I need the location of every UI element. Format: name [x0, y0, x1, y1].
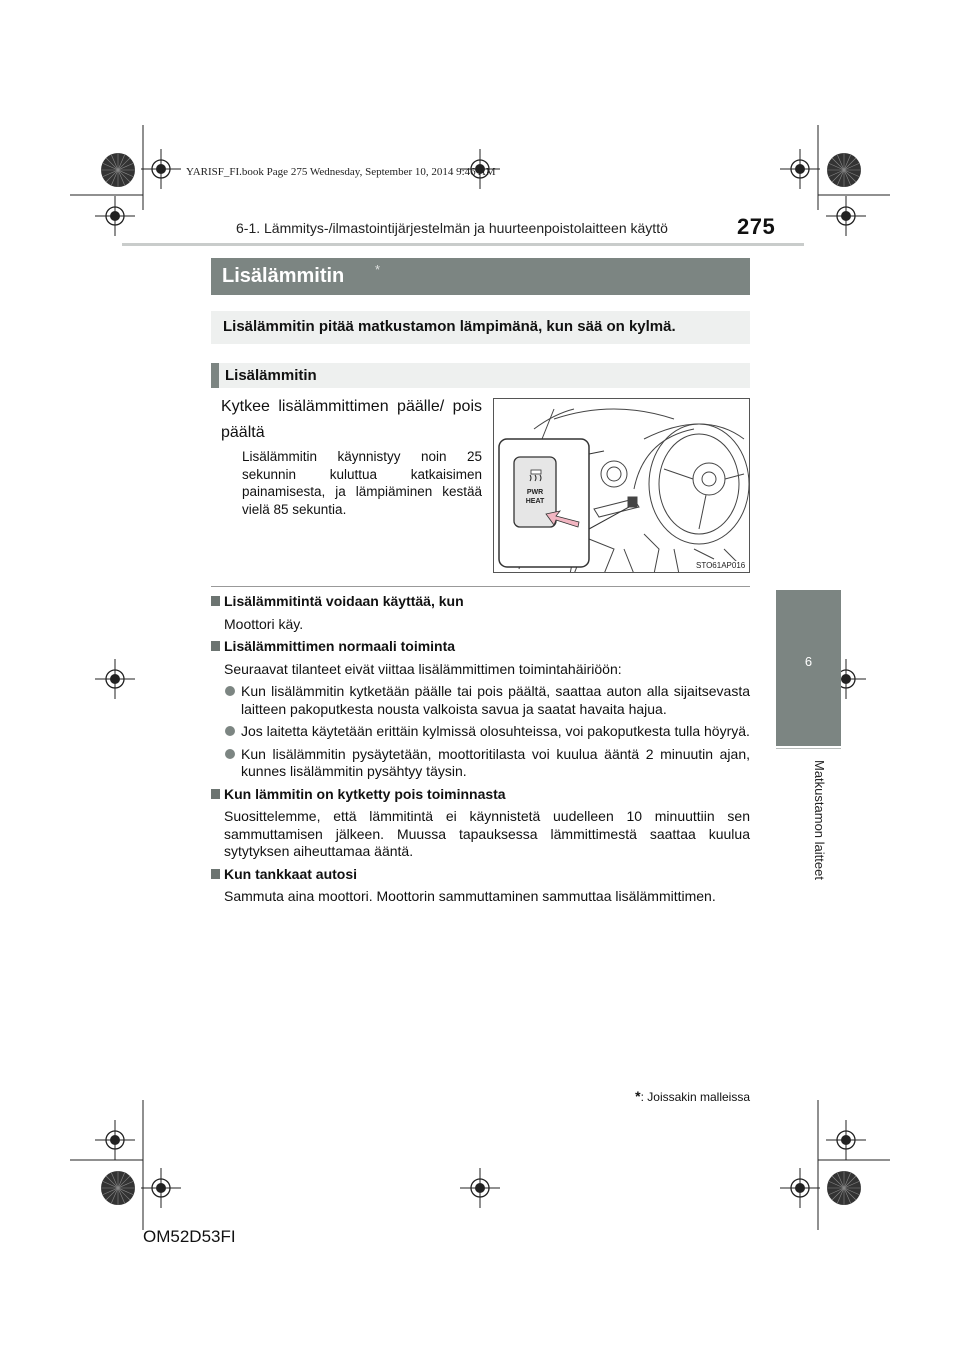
note-heading-2: Lisälämmittimen normaali toiminta [211, 638, 750, 656]
footnote-text: : Joissakin malleissa [640, 1090, 750, 1104]
registration-target-bottom-right [780, 1168, 820, 1208]
dashboard-illustration [494, 399, 750, 573]
starburst-target-top-right [826, 152, 862, 188]
page-title: Lisälämmitin [222, 265, 345, 287]
switch-label-pwr: PWR [526, 489, 544, 496]
switch-label: Kytkee lisälämmittimen päälle/ pois päältä [221, 398, 482, 441]
bullet-dot-icon [225, 726, 235, 736]
note-heading-3: Kun lämmitin on kytketty pois toiminnasta [211, 786, 750, 804]
chapter-title-vertical: Matkustamon laitteet [812, 760, 827, 880]
side-tab-rule [776, 748, 841, 749]
switch-label-heat: HEAT [525, 498, 545, 505]
bullet-text-1: Kun lisälämmitin kytketään päälle tai pois päältä, saattaa auton alla sijaitsevasta laitteen pakoputkesta nousta valkoista savua ja saatat havaita hajua. [241, 683, 750, 717]
bullet-item [211, 683, 750, 718]
registration-target-top-right [780, 149, 820, 189]
chapter-number: 6 [804, 654, 813, 669]
book-info: YARISF_FI.book Page 275 Wednesday, September 10, 2014 9:46 AM [186, 166, 496, 178]
heater-switch-figure [493, 398, 750, 573]
page-title-bar [211, 258, 750, 295]
note-text-4: Sammuta aina moottori. Moottorin sammuttaminen sammuttaa lisälämmittimen. [224, 888, 716, 904]
starburst-target-bottom-left [100, 1170, 136, 1206]
running-header: 6-1. Lämmitys-/ilmastointijärjestelmän ja huurteenpoistolaitteen käyttö [236, 220, 668, 236]
registration-target-bottom-center [460, 1168, 500, 1208]
registration-target-bottom-left [141, 1168, 181, 1208]
intro-box [211, 311, 750, 344]
section-accent [211, 363, 219, 388]
document-id: OM52D53FI [143, 1227, 236, 1246]
starburst-target-top-left [100, 152, 136, 188]
header-rule [122, 243, 804, 246]
page-number: 275 [737, 214, 776, 239]
note-heading-4: Kun tankkaat autosi [211, 866, 750, 884]
registration-target-right-lower [826, 1120, 866, 1160]
registration-target-left-middle [95, 659, 135, 699]
bullet-dot-icon [225, 686, 235, 696]
notes-area [211, 593, 750, 906]
bullet-text-3: Kun lisälämmitin pysäytetään, moottoritilasta voi kuulua ääntä 2 minuutin ajan, kunnes lisälämmitin pysähtyy täysin. [241, 745, 750, 779]
starburst-target-bottom-right [826, 1170, 862, 1206]
note-text-2: Seuraavat tilanteet eivät viittaa lisälämmittimen toimintahäiriöön: [224, 660, 622, 677]
intro-text: Lisälämmitin pitää matkustamon lämpimänä, kun sää on kylmä. [223, 318, 676, 335]
section-divider [211, 586, 750, 587]
bullet-text-2: Jos laitetta käytetään erittäin kylmissä olosuhteissa, voi pakoputkesta tulla höyryä. [241, 723, 750, 739]
registration-target-left-upper [95, 196, 135, 236]
figure-code: STO61AP016 [696, 561, 746, 570]
note-heading-1: Lisälämmitintä voidaan käyttää, kun [211, 593, 750, 611]
bullet-item [211, 723, 750, 741]
footnote [611, 1088, 750, 1104]
registration-target-right-upper [826, 196, 866, 236]
note-text-1: Moottori käy. [224, 615, 304, 632]
registration-target-top-left [141, 149, 181, 189]
footnote-asterisk: * [635, 1088, 641, 1104]
note-text-3: Suosittelemme, että lämmitintä ei käynnistetä uudelleen 10 minuuttiin sen sammuttamisen jälkeen. Muussa tapauksessa lämmittimestä saattaa kuulua sytytyksen aiheuttamaa ääntä. [224, 808, 750, 859]
title-asterisk: * [375, 262, 381, 277]
section-heading: Lisälämmitin [225, 367, 317, 384]
bullet-dot-icon [225, 749, 235, 759]
bullet-item [211, 746, 750, 781]
registration-target-left-lower [95, 1120, 135, 1160]
section-heading-bar [211, 363, 750, 388]
switch-description: Lisälämmitin käynnistyy noin 25 sekunnin kuluttua katkaisimen painamisesta, ja lämpiäminen kestää vielä 85 sekuntia. [242, 449, 482, 517]
